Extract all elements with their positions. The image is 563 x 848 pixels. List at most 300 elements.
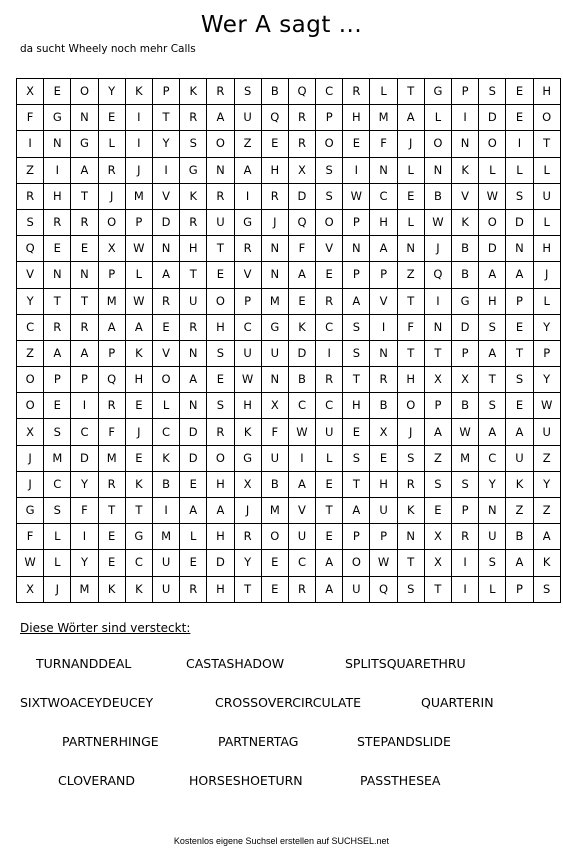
grid-cell: O — [17, 393, 44, 419]
grid-cell: C — [288, 550, 315, 576]
grid-cell: M — [452, 445, 479, 471]
grid-cell: G — [44, 105, 71, 131]
grid-cell: E — [261, 550, 288, 576]
grid-cell: O — [17, 367, 44, 393]
grid-cell: O — [207, 131, 234, 157]
grid-cell: J — [397, 419, 424, 445]
grid-cell: D — [152, 209, 179, 235]
grid-cell: S — [234, 79, 261, 105]
grid-cell: U — [343, 576, 370, 602]
grid-cell: E — [506, 105, 533, 131]
grid-cell: T — [506, 340, 533, 366]
grid-cell: Z — [506, 498, 533, 524]
grid-cell: A — [343, 498, 370, 524]
grid-cell: P — [452, 340, 479, 366]
grid-cell: V — [234, 262, 261, 288]
grid-cell: L — [506, 157, 533, 183]
grid-cell: A — [506, 419, 533, 445]
grid-cell: I — [288, 445, 315, 471]
grid-cell: F — [71, 498, 98, 524]
grid-cell: J — [397, 131, 424, 157]
grid-cell: K — [288, 314, 315, 340]
grid-cell: J — [44, 576, 71, 602]
grid-cell: K — [397, 498, 424, 524]
grid-cell: O — [207, 445, 234, 471]
grid-cell: K — [125, 576, 152, 602]
grid-cell: A — [207, 498, 234, 524]
grid-cell: B — [506, 524, 533, 550]
grid-cell: K — [452, 209, 479, 235]
grid-cell: F — [370, 131, 397, 157]
grid-cell: E — [44, 79, 71, 105]
grid-cell: J — [424, 236, 451, 262]
grid-cell: C — [479, 445, 506, 471]
grid-cell: D — [180, 445, 207, 471]
grid-cell: H — [207, 314, 234, 340]
grid-cell: V — [452, 183, 479, 209]
grid-cell: M — [44, 445, 71, 471]
grid-cell: K — [98, 576, 125, 602]
grid-cell: G — [234, 209, 261, 235]
grid-cell: T — [479, 367, 506, 393]
grid-cell: I — [506, 131, 533, 157]
grid-cell: N — [397, 236, 424, 262]
grid-cell: M — [370, 105, 397, 131]
grid-cell: N — [180, 393, 207, 419]
grid-cell: L — [424, 105, 451, 131]
grid-cell: N — [370, 157, 397, 183]
page-title: Wer A sagt ... — [200, 12, 363, 38]
grid-cell: E — [207, 367, 234, 393]
grid-cell: O — [316, 209, 343, 235]
grid-row — [17, 314, 561, 340]
grid-cell: S — [397, 576, 424, 602]
grid-cell: E — [98, 105, 125, 131]
grid-cell: H — [44, 183, 71, 209]
grid-cell: H — [370, 471, 397, 497]
grid-cell: U — [180, 288, 207, 314]
grid-cell: I — [370, 314, 397, 340]
grid-cell: H — [479, 288, 506, 314]
grid-cell: Q — [261, 105, 288, 131]
grid-cell: L — [98, 131, 125, 157]
word-item: CROSSOVERCIRCULATE — [215, 695, 361, 710]
grid-cell: B — [288, 367, 315, 393]
grid-cell: J — [17, 445, 44, 471]
word-item: PARTNERTAG — [218, 734, 299, 749]
grid-cell: A — [316, 576, 343, 602]
grid-cell: Y — [533, 367, 560, 393]
grid-cell: A — [98, 314, 125, 340]
grid-cell: B — [261, 79, 288, 105]
grid-cell: R — [316, 288, 343, 314]
grid-cell: U — [479, 524, 506, 550]
grid-cell: I — [316, 340, 343, 366]
grid-cell: P — [125, 209, 152, 235]
grid-cell: A — [125, 314, 152, 340]
grid-cell: S — [17, 209, 44, 235]
grid-cell: H — [234, 393, 261, 419]
grid-cell: R — [71, 209, 98, 235]
grid-cell: U — [152, 550, 179, 576]
grid-cell: E — [207, 262, 234, 288]
grid-cell: L — [397, 157, 424, 183]
grid-cell: N — [370, 340, 397, 366]
grid-cell: S — [479, 314, 506, 340]
grid-cell: J — [261, 209, 288, 235]
grid-cell: L — [125, 262, 152, 288]
grid-cell: I — [234, 183, 261, 209]
grid-cell: L — [152, 393, 179, 419]
grid-cell: A — [479, 340, 506, 366]
grid-cell: R — [180, 209, 207, 235]
grid-cell: S — [506, 183, 533, 209]
grid-cell: N — [261, 367, 288, 393]
grid-cell: Q — [288, 209, 315, 235]
grid-cell: R — [152, 288, 179, 314]
grid-cell: A — [533, 524, 560, 550]
grid-cell: Q — [17, 236, 44, 262]
grid-cell: C — [44, 471, 71, 497]
grid-cell: O — [424, 131, 451, 157]
grid-cell: G — [180, 157, 207, 183]
grid-cell: M — [125, 183, 152, 209]
grid-cell: K — [125, 340, 152, 366]
grid-cell: A — [44, 340, 71, 366]
grid-cell: T — [424, 340, 451, 366]
grid-cell: Y — [17, 288, 44, 314]
grid-cell: X — [17, 419, 44, 445]
grid-cell: H — [370, 209, 397, 235]
grid-row — [17, 105, 561, 131]
grid-cell: E — [261, 131, 288, 157]
grid-cell: C — [234, 314, 261, 340]
grid-cell: W — [370, 550, 397, 576]
grid-cell: R — [98, 393, 125, 419]
grid-cell: E — [343, 419, 370, 445]
grid-cell: E — [343, 131, 370, 157]
grid-cell: E — [316, 262, 343, 288]
grid-cell: B — [261, 471, 288, 497]
footer-credit: Kostenlos eigene Suchsel erstellen auf SUCHSEL.net — [173, 836, 390, 846]
grid-cell: R — [71, 314, 98, 340]
grid-cell: E — [316, 524, 343, 550]
grid-cell: R — [98, 471, 125, 497]
word-item: PASSTHESEA — [360, 773, 441, 788]
grid-cell: N — [44, 262, 71, 288]
grid-cell: P — [316, 105, 343, 131]
grid-cell: A — [288, 471, 315, 497]
grid-cell: Q — [424, 262, 451, 288]
grid-cell: R — [207, 419, 234, 445]
grid-cell: J — [98, 183, 125, 209]
grid-row — [17, 524, 561, 550]
grid-cell: X — [424, 550, 451, 576]
grid-cell: D — [180, 419, 207, 445]
grid-cell: P — [452, 498, 479, 524]
grid-cell: R — [207, 79, 234, 105]
grid-cell: I — [452, 105, 479, 131]
grid-cell: W — [479, 183, 506, 209]
grid-cell: L — [44, 550, 71, 576]
grid-cell: C — [316, 79, 343, 105]
grid-cell: O — [316, 131, 343, 157]
grid-cell: H — [343, 393, 370, 419]
grid-cell: E — [152, 314, 179, 340]
grid-cell: F — [397, 314, 424, 340]
grid-cell: L — [479, 576, 506, 602]
grid-cell: D — [479, 105, 506, 131]
grid-cell: K — [152, 445, 179, 471]
grid-cell: P — [452, 79, 479, 105]
grid-cell: B — [424, 183, 451, 209]
grid-cell: T — [533, 131, 560, 157]
grid-cell: M — [98, 288, 125, 314]
grid-cell: M — [261, 288, 288, 314]
grid-cell: J — [533, 262, 560, 288]
grid-cell: E — [316, 471, 343, 497]
grid-cell: D — [207, 550, 234, 576]
grid-cell: K — [234, 419, 261, 445]
grid-cell: R — [17, 183, 44, 209]
grid-cell: H — [125, 367, 152, 393]
grid-cell: S — [207, 340, 234, 366]
grid-cell: E — [125, 393, 152, 419]
grid-cell: Z — [234, 131, 261, 157]
grid-cell: D — [288, 340, 315, 366]
grid-cell: A — [479, 419, 506, 445]
grid-cell: Y — [234, 550, 261, 576]
grid-row — [17, 288, 561, 314]
grid-cell: I — [152, 498, 179, 524]
grid-cell: L — [180, 524, 207, 550]
grid-cell: Z — [397, 262, 424, 288]
grid-row — [17, 262, 561, 288]
grid-cell: I — [452, 550, 479, 576]
grid-cell: X — [288, 157, 315, 183]
grid-cell: P — [343, 262, 370, 288]
grid-row — [17, 340, 561, 366]
grid-cell: A — [370, 236, 397, 262]
grid-cell: R — [288, 576, 315, 602]
grid-row — [17, 236, 561, 262]
grid-cell: Y — [98, 79, 125, 105]
grid-cell: N — [424, 157, 451, 183]
grid-cell: T — [397, 340, 424, 366]
grid-cell: F — [288, 236, 315, 262]
grid-cell: S — [180, 131, 207, 157]
grid-cell: Q — [288, 79, 315, 105]
grid-cell: I — [125, 105, 152, 131]
grid-cell: A — [397, 105, 424, 131]
grid-cell: R — [370, 367, 397, 393]
grid-cell: E — [125, 445, 152, 471]
grid-cell: N — [180, 340, 207, 366]
grid-cell: I — [44, 157, 71, 183]
grid-row — [17, 79, 561, 105]
grid-cell: E — [261, 576, 288, 602]
grid-cell: X — [424, 367, 451, 393]
grid-cell: A — [152, 262, 179, 288]
grid-cell: S — [397, 445, 424, 471]
grid-cell: E — [506, 393, 533, 419]
grid-cell: Y — [533, 314, 560, 340]
grid-cell: I — [152, 157, 179, 183]
grid-cell: W — [17, 550, 44, 576]
grid-cell: A — [506, 550, 533, 576]
grid-cell: J — [17, 471, 44, 497]
grid-cell: C — [17, 314, 44, 340]
grid-cell: B — [452, 393, 479, 419]
grid-cell: T — [343, 471, 370, 497]
grid-cell: N — [397, 524, 424, 550]
grid-cell: P — [234, 288, 261, 314]
grid-cell: V — [316, 236, 343, 262]
grid-cell: D — [452, 314, 479, 340]
grid-cell: O — [397, 393, 424, 419]
grid-cell: P — [152, 79, 179, 105]
grid-cell: Z — [533, 445, 560, 471]
grid-cell: Y — [152, 131, 179, 157]
grid-cell: L — [370, 79, 397, 105]
grid-cell: O — [152, 367, 179, 393]
grid-cell: W — [125, 236, 152, 262]
grid-cell: R — [44, 209, 71, 235]
grid-cell: V — [152, 340, 179, 366]
word-item: SIXTWOACEYDEUCEY — [20, 695, 154, 710]
grid-cell: R — [343, 79, 370, 105]
grid-cell: C — [316, 314, 343, 340]
grid-cell: N — [207, 157, 234, 183]
grid-cell: S — [343, 314, 370, 340]
grid-cell: U — [261, 445, 288, 471]
grid-cell: L — [533, 157, 560, 183]
grid-cell: M — [71, 576, 98, 602]
grid-cell: N — [424, 314, 451, 340]
word-item: HORSESHOETURN — [189, 773, 303, 788]
grid-cell: R — [316, 367, 343, 393]
grid-cell: X — [452, 367, 479, 393]
grid-cell: M — [98, 445, 125, 471]
grid-cell: N — [44, 131, 71, 157]
word-search-grid — [16, 78, 561, 603]
grid-cell: W — [452, 419, 479, 445]
grid-cell: L — [533, 288, 560, 314]
grid-cell: G — [452, 288, 479, 314]
grid-cell: E — [44, 393, 71, 419]
grid-cell: U — [152, 576, 179, 602]
grid-cell: P — [424, 393, 451, 419]
grid-cell: E — [397, 183, 424, 209]
grid-cell: U — [288, 524, 315, 550]
grid-cell: B — [152, 471, 179, 497]
grid-cell: X — [98, 236, 125, 262]
word-item: CASTASHADOW — [186, 656, 285, 671]
grid-cell: G — [17, 498, 44, 524]
grid-cell: V — [288, 498, 315, 524]
grid-cell: J — [125, 419, 152, 445]
grid-cell: T — [44, 288, 71, 314]
grid-cell: K — [533, 550, 560, 576]
grid-cell: Q — [370, 576, 397, 602]
wordlist-label: Diese Wörter sind versteckt: — [20, 621, 191, 635]
grid-cell: K — [452, 157, 479, 183]
grid-row — [17, 576, 561, 602]
grid-cell: A — [316, 550, 343, 576]
grid-cell: H — [261, 157, 288, 183]
grid-cell: K — [180, 79, 207, 105]
grid-row — [17, 209, 561, 235]
grid-cell: R — [98, 157, 125, 183]
grid-cell: Y — [479, 471, 506, 497]
grid-cell: D — [71, 445, 98, 471]
grid-cell: B — [370, 393, 397, 419]
grid-row — [17, 393, 561, 419]
grid-cell: L — [397, 209, 424, 235]
grid-cell: C — [316, 393, 343, 419]
grid-row — [17, 445, 561, 471]
grid-cell: X — [424, 524, 451, 550]
grid-cell: E — [44, 236, 71, 262]
grid-cell: N — [506, 236, 533, 262]
grid-cell: R — [234, 236, 261, 262]
grid-cell: R — [288, 105, 315, 131]
grid-cell: D — [506, 209, 533, 235]
grid-cell: U — [533, 419, 560, 445]
grid-cell: W — [125, 288, 152, 314]
grid-cell: U — [370, 498, 397, 524]
grid-cell: N — [71, 262, 98, 288]
grid-cell: O — [71, 79, 98, 105]
grid-cell: P — [98, 262, 125, 288]
grid-cell: T — [343, 367, 370, 393]
grid-row — [17, 367, 561, 393]
grid-cell: S — [452, 471, 479, 497]
grid-cell: T — [207, 236, 234, 262]
grid-cell: U — [316, 419, 343, 445]
grid-cell: X — [261, 393, 288, 419]
grid-cell: O — [261, 524, 288, 550]
grid-cell: J — [125, 157, 152, 183]
grid-cell: E — [288, 288, 315, 314]
grid-cell: P — [506, 576, 533, 602]
grid-cell: N — [452, 131, 479, 157]
grid-cell: U — [506, 445, 533, 471]
grid-cell: P — [370, 262, 397, 288]
page-subtitle: da sucht Wheely noch mehr Calls — [20, 43, 196, 55]
grid-cell: T — [71, 288, 98, 314]
grid-cell: P — [370, 524, 397, 550]
grid-cell: Y — [71, 550, 98, 576]
grid-cell: E — [180, 471, 207, 497]
grid-cell: H — [533, 79, 560, 105]
grid-cell: O — [98, 209, 125, 235]
grid-cell: A — [71, 340, 98, 366]
grid-cell: Z — [424, 445, 451, 471]
grid-cell: S — [343, 340, 370, 366]
grid-cell: W — [424, 209, 451, 235]
grid-cell: X — [17, 576, 44, 602]
grid-cell: N — [261, 262, 288, 288]
grid-cell: H — [343, 105, 370, 131]
grid-cell: G — [234, 445, 261, 471]
grid-cell: U — [533, 183, 560, 209]
grid-cell: K — [125, 79, 152, 105]
grid-row — [17, 498, 561, 524]
grid-cell: V — [152, 183, 179, 209]
grid-cell: T — [71, 183, 98, 209]
grid-cell: Z — [17, 157, 44, 183]
